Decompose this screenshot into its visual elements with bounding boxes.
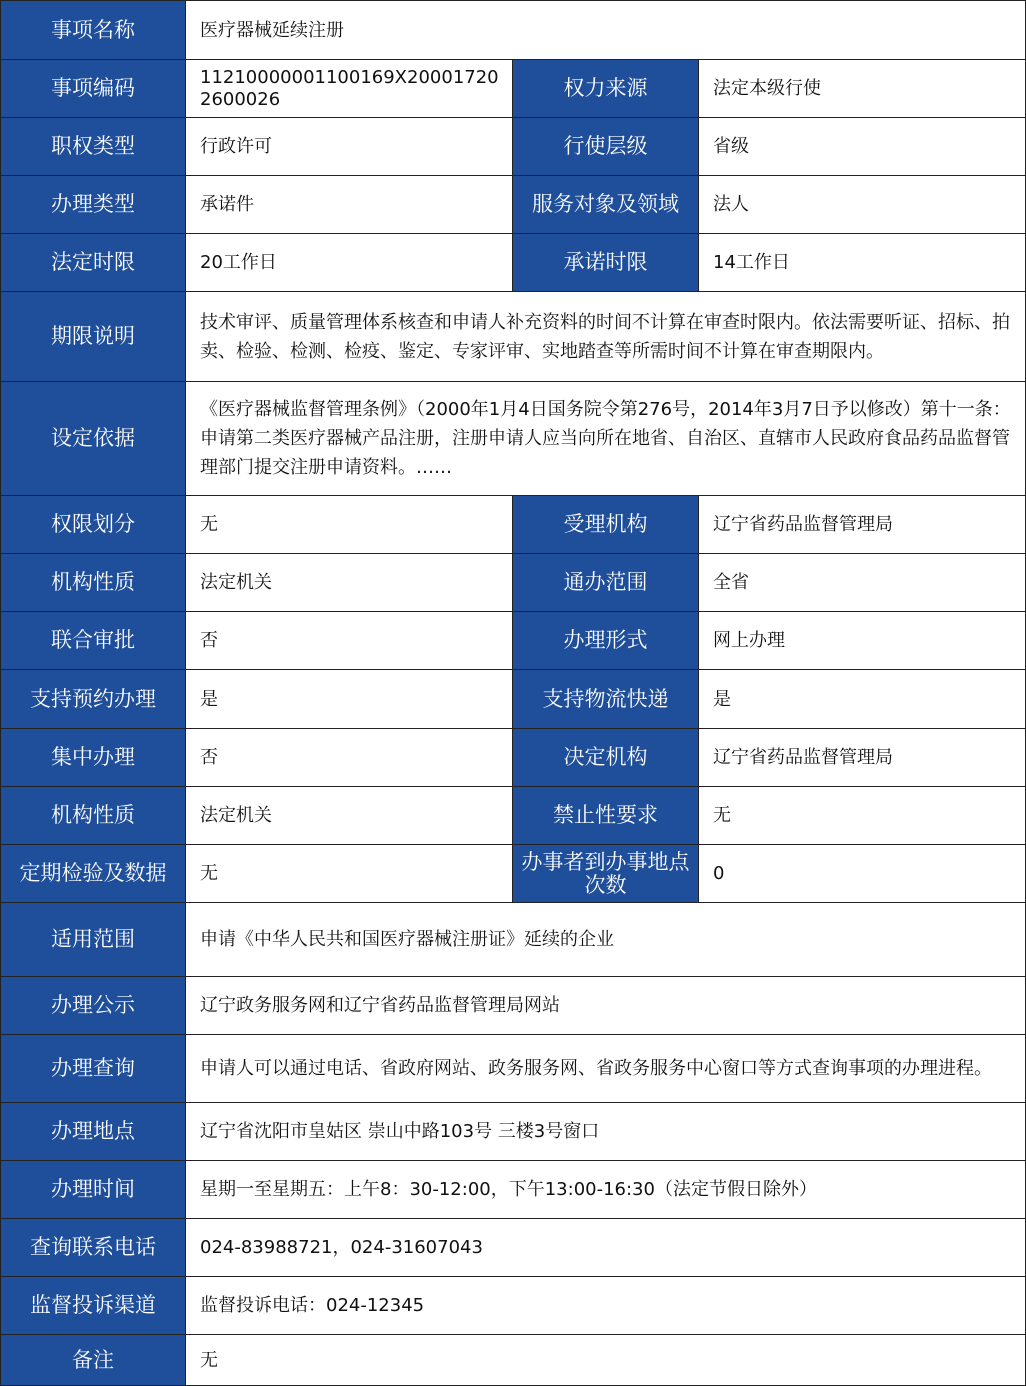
value-text: 辽宁省药品监督管理局 — [713, 747, 893, 768]
value-text: 无 — [200, 514, 218, 535]
value-text: 星期一至星期五：上午8：30-12:00，下午13:00-16:30（法定节假日除外） — [200, 1179, 817, 1200]
table-row — [0, 1160, 1026, 1219]
value-text: 辽宁省沈阳市皇姑区 崇山中路103号 三楼3号窗口 — [200, 1121, 600, 1142]
row-label — [0, 59, 186, 118]
label-text: 禁止性要求 — [553, 803, 658, 827]
row-value — [185, 1334, 1026, 1386]
row-value — [185, 611, 513, 670]
label-text: 定期检验及数据 — [19, 861, 167, 885]
row-value — [185, 59, 513, 118]
label-text: 办理地点 — [51, 1119, 135, 1143]
row-value-right — [698, 175, 1026, 234]
row-value — [185, 669, 513, 729]
value-text: 申请《中华人民共和国医疗器械注册证》延续的企业 — [200, 929, 614, 950]
table-row — [0, 786, 1026, 845]
row-label-right — [512, 669, 699, 729]
row-value-right — [698, 233, 1026, 292]
value-text: 技术审评、质量管理体系核查和申请人补充资料的时间不计算在审查时限内。依法需要听证、招标、拍卖、检验、检测、检疫、鉴定、专家评审、实地踏查等所需时间不计算在审查期限内。 — [200, 311, 1010, 362]
value-text: 无 — [200, 863, 218, 884]
table-row — [0, 1334, 1026, 1386]
table-row — [0, 117, 1026, 176]
row-label-right — [512, 59, 699, 118]
label-text: 承诺时限 — [563, 250, 648, 274]
row-label — [0, 1160, 186, 1219]
value-text: 全省 — [713, 572, 749, 593]
row-value-right — [698, 844, 1026, 903]
value-text: 是 — [713, 688, 731, 710]
row-label — [0, 1334, 186, 1386]
table-row — [0, 553, 1026, 612]
value-text: 承诺件 — [200, 194, 254, 215]
label-text: 查询联系电话 — [30, 1235, 156, 1259]
table-row — [0, 976, 1026, 1035]
row-label-right — [512, 117, 699, 176]
value-text: 14工作日 — [713, 252, 790, 273]
label-text: 支持预约办理 — [30, 686, 156, 711]
row-label-right — [512, 611, 699, 670]
row-label — [0, 844, 186, 903]
table-row — [0, 902, 1026, 977]
label-text: 支持物流快递 — [542, 686, 669, 711]
label-text: 事项名称 — [51, 17, 135, 42]
table-row — [0, 0, 1026, 60]
row-value — [185, 117, 513, 176]
row-value — [185, 976, 1026, 1035]
row-label-right — [512, 233, 699, 292]
label-text: 权力来源 — [563, 76, 648, 100]
table-row — [0, 1276, 1026, 1335]
label-text: 机构性质 — [51, 570, 135, 594]
value-text: 法定本级行使 — [713, 78, 821, 99]
row-value — [185, 728, 513, 787]
row-value — [185, 0, 1026, 60]
row-label — [0, 1276, 186, 1335]
table-row — [0, 1102, 1026, 1161]
row-value-right — [698, 59, 1026, 118]
row-label-right — [512, 786, 699, 845]
row-value — [185, 1276, 1026, 1335]
row-label-right — [512, 495, 699, 554]
value-text: 无 — [713, 805, 731, 826]
table-row — [0, 59, 1026, 118]
row-label — [0, 233, 186, 292]
value-text: 法人 — [713, 194, 749, 215]
row-label-right — [512, 844, 699, 903]
value-text: 是 — [200, 688, 218, 710]
row-value-right — [698, 728, 1026, 787]
value-text: 《医疗器械监督管理条例》（2000年1月4日国务院令第276号，2014年3月7日予以修改）第十一条：申请第二类医疗器械产品注册，注册申请人应当向所在地省、自治区、直辖市人民政府食品药品监督管理部门提交注册申请资料。…… — [200, 399, 1011, 478]
label-text: 事项编码 — [51, 76, 135, 100]
row-value-right — [698, 495, 1026, 554]
label-text: 办事者到办事地点次数 — [521, 849, 690, 897]
label-text: 办理查询 — [51, 1056, 135, 1080]
value-text: 申请人可以通过电话、省政府网站、政务服务网、省政务服务中心窗口等方式查询事项的办理进程。 — [200, 1058, 992, 1079]
row-label — [0, 553, 186, 612]
row-value — [185, 291, 1026, 382]
row-label — [0, 669, 186, 729]
row-label — [0, 381, 186, 496]
row-label — [0, 1102, 186, 1161]
value-text: 否 — [200, 747, 218, 768]
label-text: 职权类型 — [51, 134, 135, 158]
value-text: 监督投诉电话：024-12345 — [200, 1295, 425, 1316]
row-value — [185, 233, 513, 292]
label-text: 机构性质 — [51, 803, 135, 827]
row-value — [185, 1218, 1026, 1277]
row-label — [0, 175, 186, 234]
value-text: 无 — [200, 1349, 218, 1371]
row-value — [185, 381, 1026, 496]
table-row — [0, 381, 1026, 496]
table-row — [0, 233, 1026, 292]
row-value — [185, 844, 513, 903]
row-label — [0, 117, 186, 176]
label-text: 受理机构 — [563, 512, 648, 536]
row-value — [185, 902, 1026, 977]
row-value — [185, 1102, 1026, 1161]
row-label-right — [512, 553, 699, 612]
table-row — [0, 175, 1026, 234]
row-value — [185, 1034, 1026, 1103]
table-row — [0, 495, 1026, 554]
label-text: 集中办理 — [51, 745, 135, 769]
label-text: 决定机构 — [563, 745, 648, 769]
row-label — [0, 495, 186, 554]
row-value — [185, 786, 513, 845]
row-label — [0, 728, 186, 787]
label-text: 办理类型 — [51, 192, 135, 216]
table-row — [0, 669, 1026, 729]
table-row — [0, 611, 1026, 670]
row-label — [0, 0, 186, 60]
label-text: 服务对象及领域 — [532, 192, 679, 216]
value-text: 024-83988721，024-31607043 — [200, 1237, 483, 1258]
value-text: 医疗器械延续注册 — [200, 19, 344, 41]
value-text: 0 — [713, 863, 725, 884]
row-label — [0, 611, 186, 670]
row-label — [0, 1218, 186, 1277]
table-row — [0, 291, 1026, 382]
table-row — [0, 1218, 1026, 1277]
value-text: 法定机关 — [200, 805, 272, 826]
row-value — [185, 175, 513, 234]
label-text: 通办范围 — [563, 570, 648, 594]
value-text: 辽宁政务服务网和辽宁省药品监督管理局网站 — [200, 995, 560, 1016]
row-value-right — [698, 611, 1026, 670]
row-label — [0, 902, 186, 977]
row-label — [0, 786, 186, 845]
value-text: 网上办理 — [713, 630, 785, 651]
row-value-right — [698, 553, 1026, 612]
label-text: 监督投诉渠道 — [30, 1293, 156, 1317]
table-row — [0, 728, 1026, 787]
label-text: 联合审批 — [51, 628, 135, 652]
label-text: 适用范围 — [51, 927, 135, 951]
row-value-right — [698, 117, 1026, 176]
label-text: 办理时间 — [51, 1177, 135, 1201]
row-value — [185, 495, 513, 554]
row-value — [185, 553, 513, 612]
label-text: 期限说明 — [51, 324, 135, 348]
row-label-right — [512, 175, 699, 234]
value-text: 否 — [200, 630, 218, 651]
value-text: 行政许可 — [200, 136, 272, 157]
row-value — [185, 1160, 1026, 1219]
label-text: 办理公示 — [51, 993, 135, 1017]
table-row — [0, 844, 1026, 903]
value-text: 法定机关 — [200, 572, 272, 593]
label-text: 权限划分 — [51, 512, 135, 536]
label-text: 办理形式 — [563, 628, 648, 652]
label-text: 备注 — [72, 1347, 114, 1372]
row-label — [0, 976, 186, 1035]
row-label-right — [512, 728, 699, 787]
label-text: 行使层级 — [563, 134, 648, 158]
label-text: 法定时限 — [51, 250, 135, 274]
row-label — [0, 291, 186, 382]
value-text: 省级 — [713, 136, 749, 157]
label-text: 设定依据 — [51, 426, 135, 450]
value-text: 11210000001100169X200017202600026 — [200, 66, 499, 110]
value-text: 辽宁省药品监督管理局 — [713, 514, 893, 535]
row-value-right — [698, 669, 1026, 729]
value-text: 20工作日 — [200, 252, 277, 273]
row-label — [0, 1034, 186, 1103]
row-value-right — [698, 786, 1026, 845]
table-row — [0, 1034, 1026, 1103]
